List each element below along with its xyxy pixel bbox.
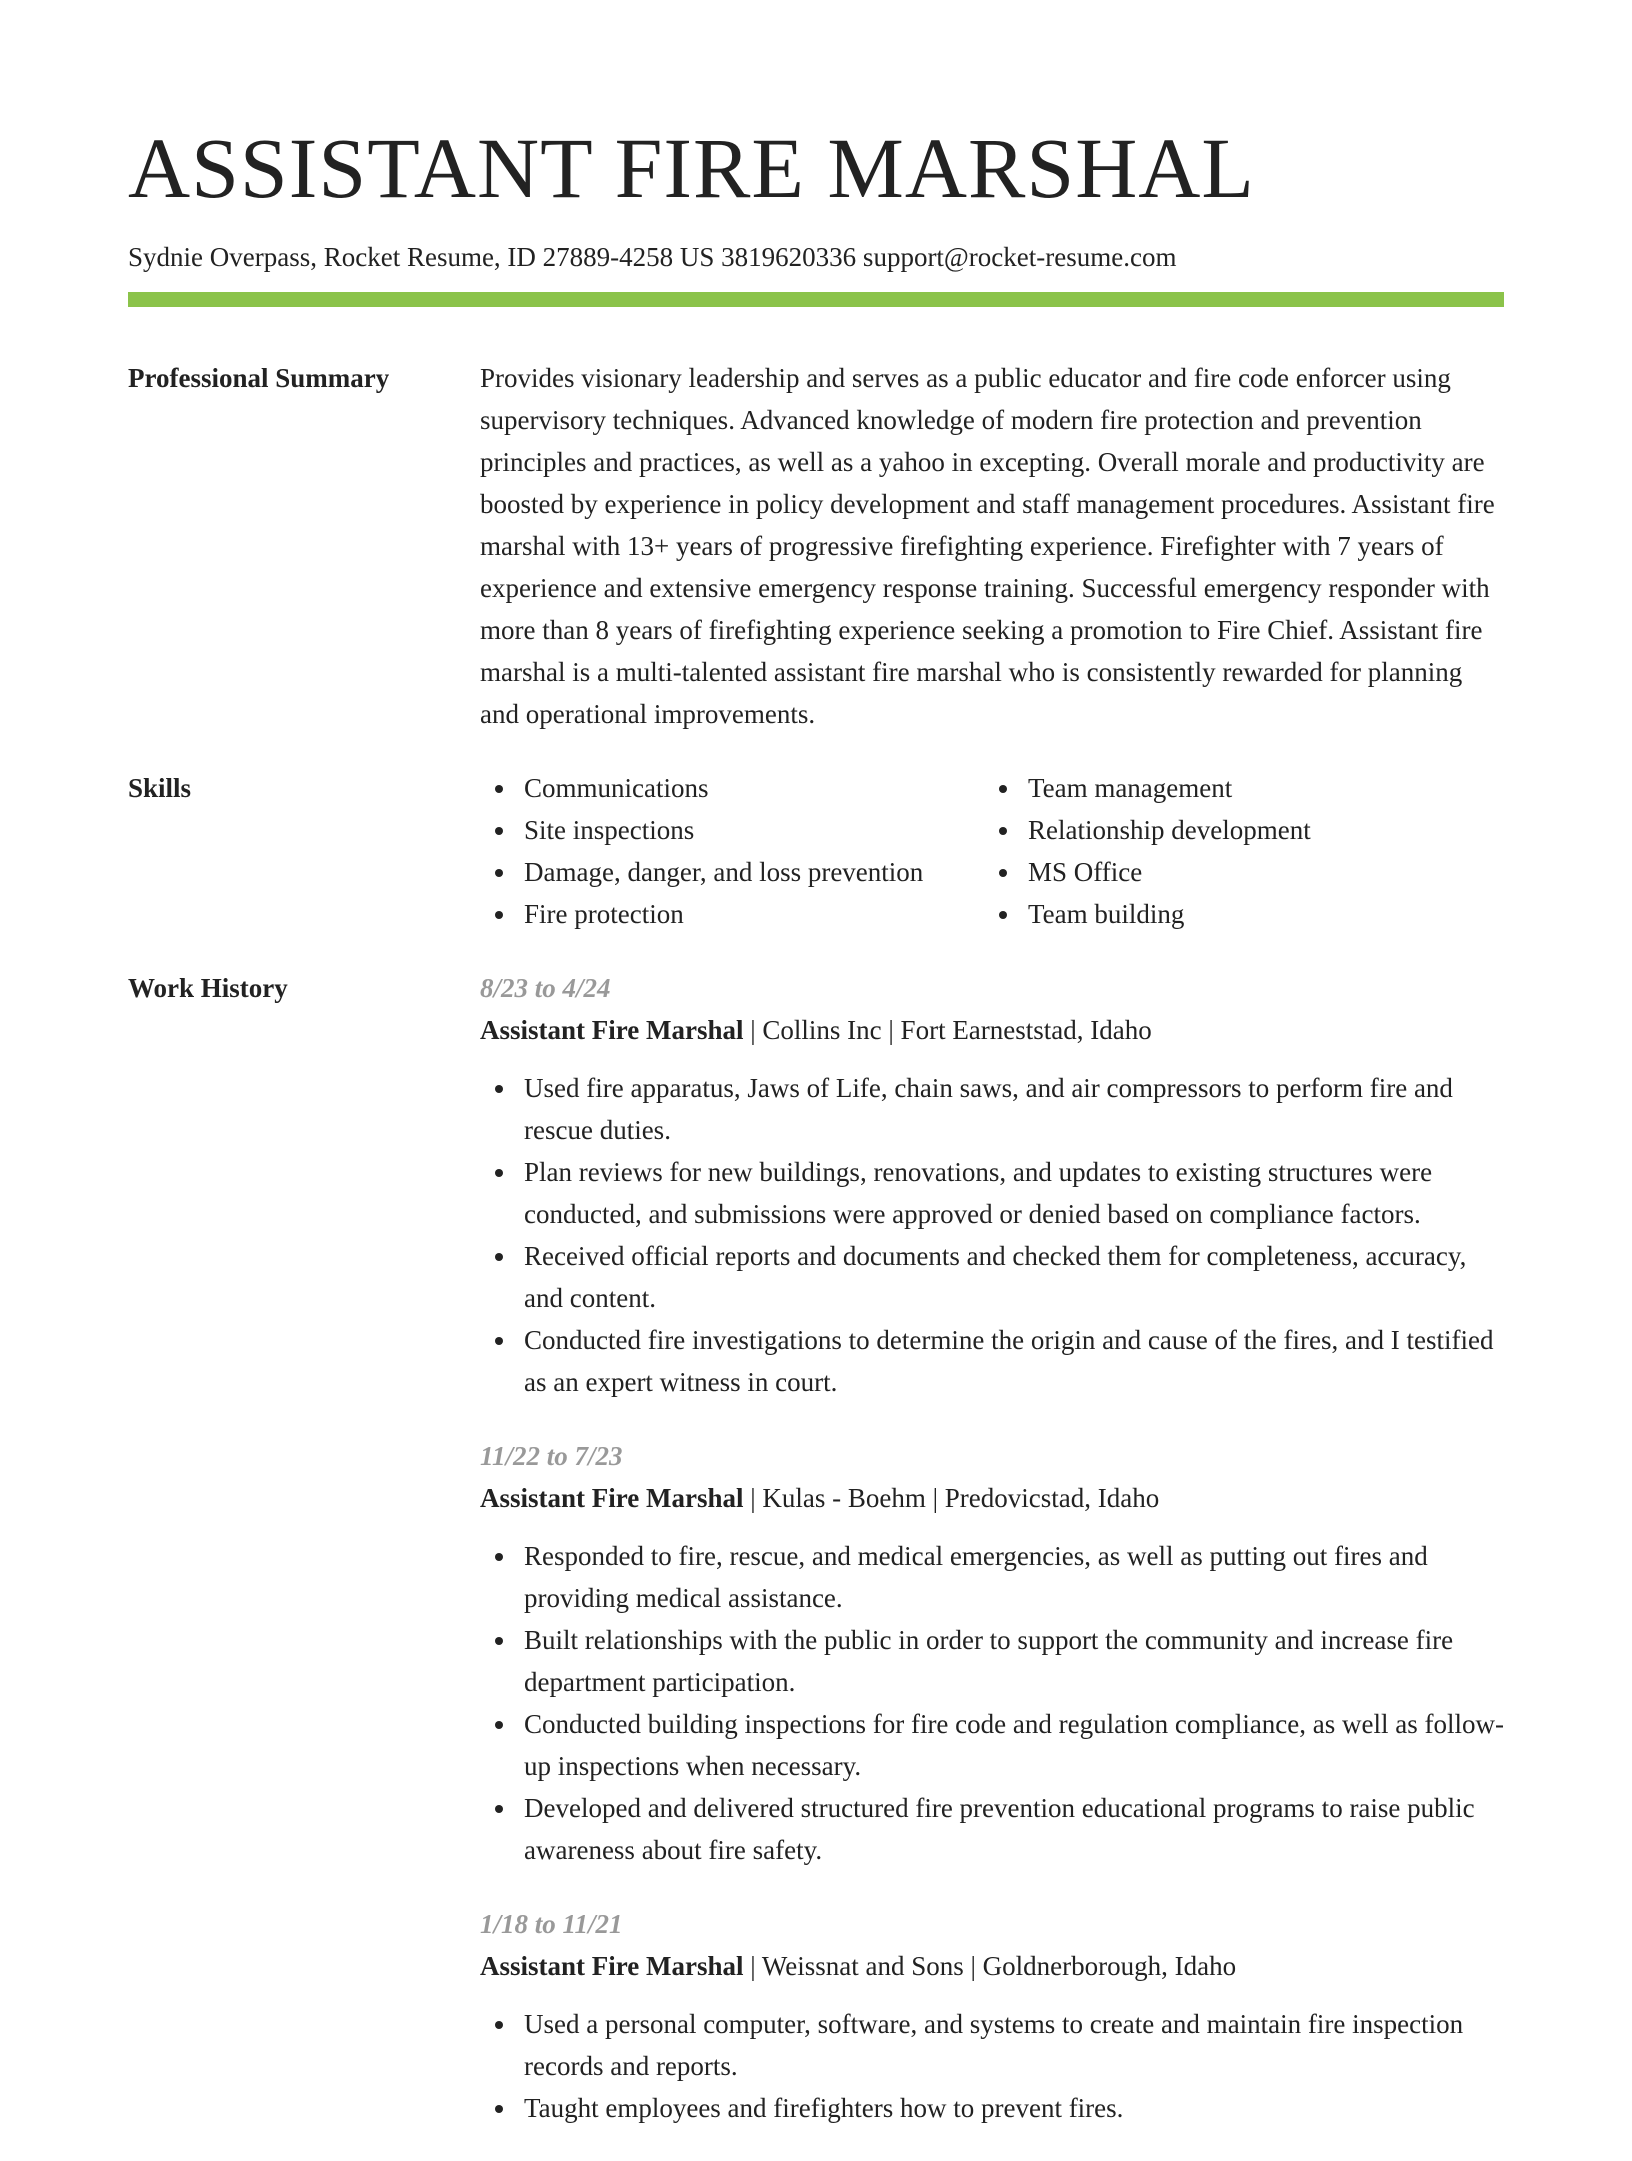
professional-summary-section xyxy=(128,357,1504,735)
duty-item: Taught employees and firefighters how to prevent fires. xyxy=(480,2087,1504,2129)
skills-list-left xyxy=(480,767,984,935)
skills-list-right xyxy=(984,767,1488,935)
section-label-work-history: Work History xyxy=(128,973,288,1003)
job-duties xyxy=(480,1067,1504,1403)
skills-section xyxy=(128,767,1504,935)
job-details: | Weissnat and Sons | Goldnerborough, Idaho xyxy=(743,1951,1237,1981)
job-duties xyxy=(480,1535,1504,1871)
skill-item: Damage, danger, and loss prevention xyxy=(480,851,984,893)
skill-item: Fire protection xyxy=(480,893,984,935)
job-entry xyxy=(480,1435,1504,1871)
contact-info: Sydnie Overpass, Rocket Resume, ID 27889-4258 US 3819620336 support@rocket-resume.com xyxy=(128,242,1177,272)
job-entry xyxy=(480,967,1504,1403)
job-dates: 1/18 to 11/21 xyxy=(480,1909,623,1939)
duty-item: Used fire apparatus, Jaws of Life, chain saws, and air compressors to perform fire and rescue duties. xyxy=(480,1067,1504,1151)
job-details: | Collins Inc | Fort Earneststad, Idaho xyxy=(743,1015,1152,1045)
header-divider xyxy=(128,292,1504,307)
skill-item: Team management xyxy=(984,767,1488,809)
job-heading xyxy=(480,1945,1504,1987)
duty-item: Received official reports and documents and checked them for completeness, accuracy, and content. xyxy=(480,1235,1504,1319)
resume-page xyxy=(128,0,1504,2161)
skill-item: Communications xyxy=(480,767,984,809)
summary-text: Provides visionary leadership and serves as a public educator and fire code enforcer using supervisory techniques. Advanced knowledge of modern fire protection and prevention principles and practices, as well as a yahoo in excepting. Overall morale and productivity are boosted by experience in policy development and staff management procedures. Assistant fire marshal with 13+ years of progressive firefighting experience. Firefighter with 7 years of experience and extensive emergency response training. Successful emergency responder with more than 8 years of firefighting experience seeking a promotion to Fire Chief. Assistant fire marshal is a multi-talented assistant fire marshal who is consistently rewarded for planning and operational improvements. xyxy=(480,363,1495,729)
job-title: Assistant Fire Marshal xyxy=(480,1015,744,1045)
duty-item: Developed and delivered structured fire prevention educational programs to raise public awareness about fire safety. xyxy=(480,1787,1504,1871)
job-heading xyxy=(480,1477,1504,1519)
duty-item: Used a personal computer, software, and systems to create and maintain fire inspection records and reports. xyxy=(480,2003,1504,2087)
section-label-skills: Skills xyxy=(128,773,192,803)
skill-item: Team building xyxy=(984,893,1488,935)
duty-item: Built relationships with the public in order to support the community and increase fire department participation. xyxy=(480,1619,1504,1703)
job-details: | Kulas - Boehm | Predovicstad, Idaho xyxy=(743,1483,1160,1513)
skill-item: MS Office xyxy=(984,851,1488,893)
duty-item: Responded to fire, rescue, and medical emergencies, as well as putting out fires and providing medical assistance. xyxy=(480,1535,1504,1619)
job-dates: 8/23 to 4/24 xyxy=(480,973,611,1003)
section-label-summary: Professional Summary xyxy=(128,363,390,393)
job-heading xyxy=(480,1009,1504,1051)
skill-item: Relationship development xyxy=(984,809,1488,851)
duty-item: Conducted building inspections for fire code and regulation compliance, as well as follow-up inspections when necessary. xyxy=(480,1703,1504,1787)
job-title: Assistant Fire Marshal xyxy=(480,1483,744,1513)
job-duties xyxy=(480,2003,1504,2129)
duty-item: Plan reviews for new buildings, renovations, and updates to existing structures were conducted, and submissions were approved or denied based on compliance factors. xyxy=(480,1151,1504,1235)
job-title: Assistant Fire Marshal xyxy=(480,1951,744,1981)
duty-item: Conducted fire investigations to determine the origin and cause of the fires, and I testified as an expert witness in court. xyxy=(480,1319,1504,1403)
skill-item: Site inspections xyxy=(480,809,984,851)
job-entry xyxy=(480,1903,1504,2129)
resume-title: ASSISTANT FIRE MARSHAL xyxy=(128,120,1255,216)
work-history-section xyxy=(128,967,1504,2161)
job-dates: 11/22 to 7/23 xyxy=(480,1441,623,1471)
